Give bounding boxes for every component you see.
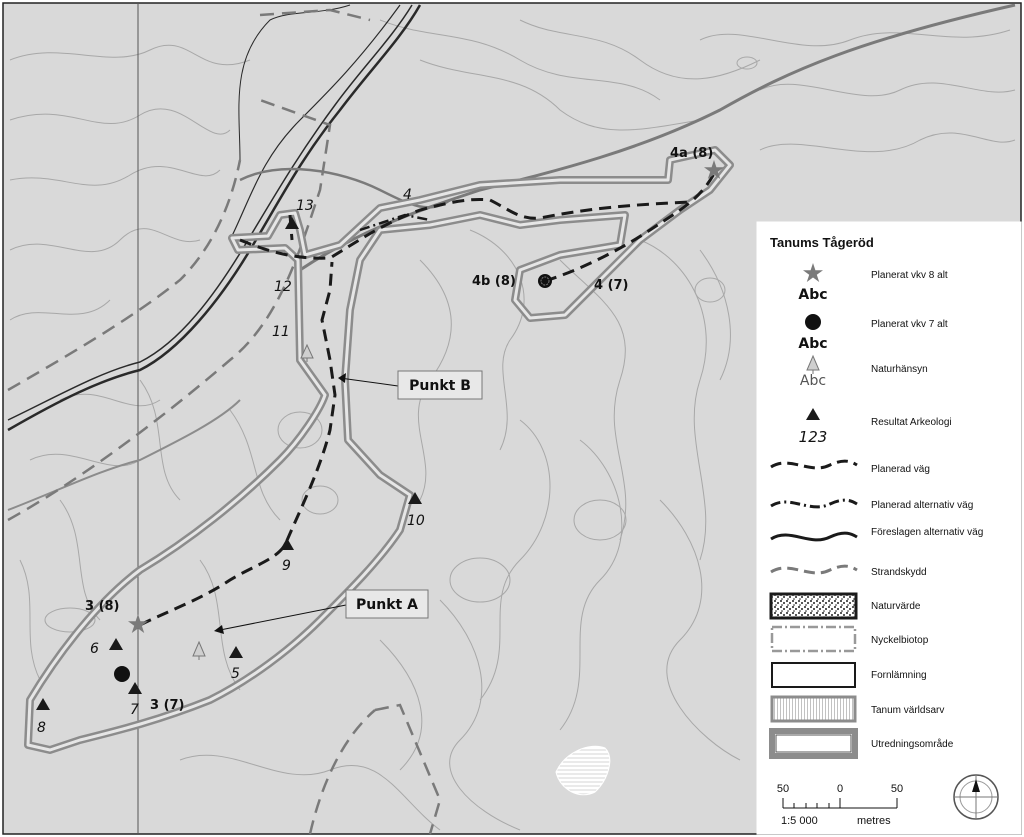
svg-text:4a (8): 4a (8) <box>670 146 714 161</box>
legend-panel <box>757 222 1021 834</box>
svg-text:Planerat vkv 7 alt: Planerat vkv 7 alt <box>871 319 948 330</box>
svg-text:50: 50 <box>890 783 904 795</box>
dot-icon <box>538 274 552 288</box>
svg-text:Utredningsområde: Utredningsområde <box>871 739 954 750</box>
svg-text:123: 123 <box>798 428 828 446</box>
svg-text:Punkt B: Punkt B <box>409 378 471 394</box>
svg-text:11: 11 <box>272 324 290 340</box>
svg-text:Abc: Abc <box>798 336 828 352</box>
dot-icon <box>805 314 821 330</box>
dashdot-box-icon <box>772 627 855 651</box>
svg-text:3 (7): 3 (7) <box>150 698 185 713</box>
svg-text:Nyckelbiotop: Nyckelbiotop <box>871 635 929 646</box>
legend-title: Tanums Tågeröd <box>770 235 874 250</box>
svg-text:Resultat Arkeologi: Resultat Arkeologi <box>871 417 952 428</box>
north-arrow-icon <box>954 775 998 819</box>
svg-text:8: 8 <box>37 720 46 736</box>
svg-text:Strandskydd: Strandskydd <box>871 567 927 578</box>
svg-text:Tanum världsarv: Tanum världsarv <box>871 705 945 716</box>
svg-text:Planerad väg: Planerad väg <box>871 464 930 475</box>
svg-text:4 (7): 4 (7) <box>594 278 629 293</box>
grey-box-icon <box>772 697 855 721</box>
svg-text:7: 7 <box>130 702 139 718</box>
svg-text:Föreslagen alternativ väg: Föreslagen alternativ väg <box>871 527 984 538</box>
svg-text:Naturhänsyn: Naturhänsyn <box>871 364 928 375</box>
svg-text:10: 10 <box>407 513 425 529</box>
svg-text:3 (8): 3 (8) <box>85 599 120 614</box>
svg-text:Planerad alternativ väg: Planerad alternativ väg <box>871 500 974 511</box>
svg-text:4b (8): 4b (8) <box>472 274 516 289</box>
svg-text:metres: metres <box>857 815 891 827</box>
svg-text:5: 5 <box>231 666 240 682</box>
texture-box-icon <box>771 594 856 618</box>
svg-text:Planerat vkv 8 alt: Planerat vkv 8 alt <box>871 270 948 281</box>
svg-text:50: 50 <box>776 783 790 795</box>
svg-text:6: 6 <box>90 641 99 657</box>
svg-text:9: 9 <box>282 558 291 574</box>
dot-icon <box>114 666 130 682</box>
svg-text:Abc: Abc <box>799 373 827 389</box>
svg-text:Abc: Abc <box>798 287 828 303</box>
svg-text:12: 12 <box>274 279 292 295</box>
svg-text:13: 13 <box>296 198 314 214</box>
outline-box-icon <box>772 663 855 687</box>
svg-text:4: 4 <box>403 187 412 203</box>
svg-text:1:5 000: 1:5 000 <box>781 815 818 827</box>
svg-text:0: 0 <box>836 783 844 795</box>
svg-text:Naturvärde: Naturvärde <box>871 601 921 612</box>
svg-text:Fornlämning: Fornlämning <box>871 670 927 681</box>
svg-text:Punkt A: Punkt A <box>356 597 418 613</box>
